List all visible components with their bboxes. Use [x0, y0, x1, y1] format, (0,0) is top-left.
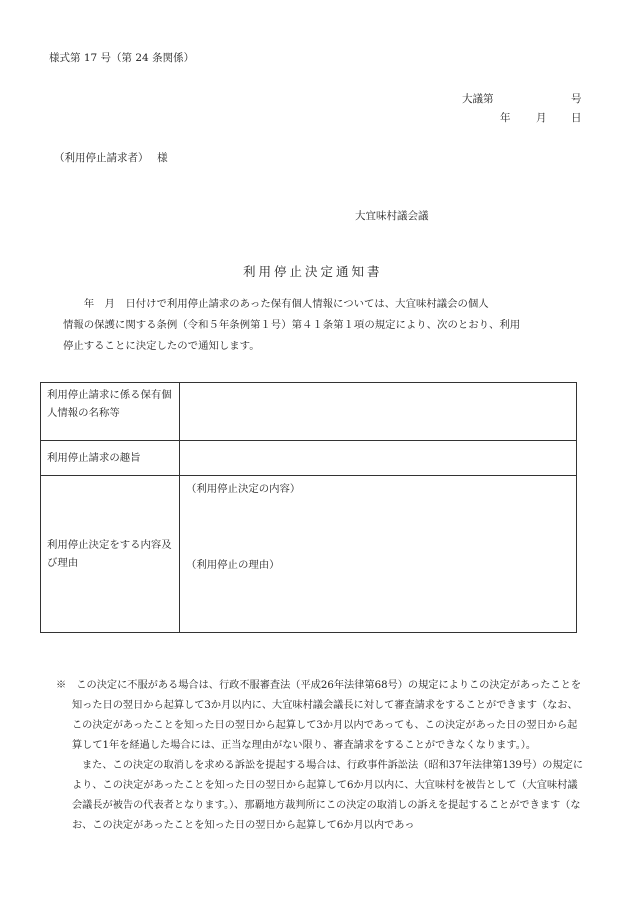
notice-text-1: この決定に不服がある場合は、行政不服審査法（平成26年法律第68号）の規定によりこの決定があったことを知った日の翌日から起算して3か月以内に、大宜味村議会議長に対して審査請求をすることができます（なお、この決定があったことを知った日の翌日から起算して3か月以内であっても、この決定があった日の翌日から起算して1年を経過した場合には、正当な理由がない限り、審査請求をすることができなくなります。）。 — [72, 680, 582, 751]
date-year: 年 — [500, 112, 511, 124]
date-day: 日 — [571, 112, 582, 124]
doc-number-suffix: 号 — [571, 93, 582, 105]
date-month: 月 — [536, 112, 547, 124]
document-title: 利用停止決定通知書 — [243, 264, 383, 279]
label-decision-content: 利用停止決定をする内容及び理由 — [41, 476, 180, 633]
notice — [56, 676, 586, 836]
decision-content-heading: （利用停止決定の内容） — [186, 483, 301, 495]
label-request-purpose: 利用停止請求の趣旨 — [41, 441, 180, 476]
form-number: 様式第 17 号（第 24 条関係） — [49, 52, 195, 64]
value-request-purpose — [180, 441, 577, 476]
notice-mark: ※ — [56, 680, 67, 691]
reason-heading: （利用停止の理由） — [186, 559, 280, 571]
notice-para-1 — [56, 676, 586, 756]
table-row — [41, 383, 577, 441]
table-row — [41, 476, 577, 633]
body-line: 年 月 日付けで利用停止請求のあった保有個人情報については、大宜味村議会の個人 — [63, 298, 489, 310]
body-paragraph — [63, 294, 578, 357]
value-info-name — [180, 383, 577, 441]
doc-number-prefix: 大議第 — [462, 93, 494, 105]
table-row — [41, 441, 577, 476]
label-info-name: 利用停止請求に係る保有個人情報の名称等 — [41, 383, 180, 441]
addressee: （利用停止請求者） 様 — [54, 152, 168, 164]
body-line: 停止することに決定したので通知します。 — [63, 340, 260, 352]
decision-table — [40, 382, 577, 633]
notice-para-2: また、この決定の取消しを求める訴訟を提起する場合は、行政事件訴訟法（昭和37年法律第139号）の規定により、この決定があったことを知った日の翌日から起算して6か月以内に、大宜味村を被告として（大宜味村議会議長が被告の代表者となります。）、那覇地方裁判所にこの決定の取消しの訴えを提起することができます（なお、この決定があったことを知った日の翌日から起算して6か月以内であっ — [72, 760, 584, 831]
issuer: 大宜味村議会議 — [355, 210, 429, 222]
body-line: 情報の保護に関する条例（令和５年条例第１号）第４１条第１項の規定により、次のとおり、利用 — [63, 319, 521, 331]
value-decision-content — [180, 476, 577, 633]
